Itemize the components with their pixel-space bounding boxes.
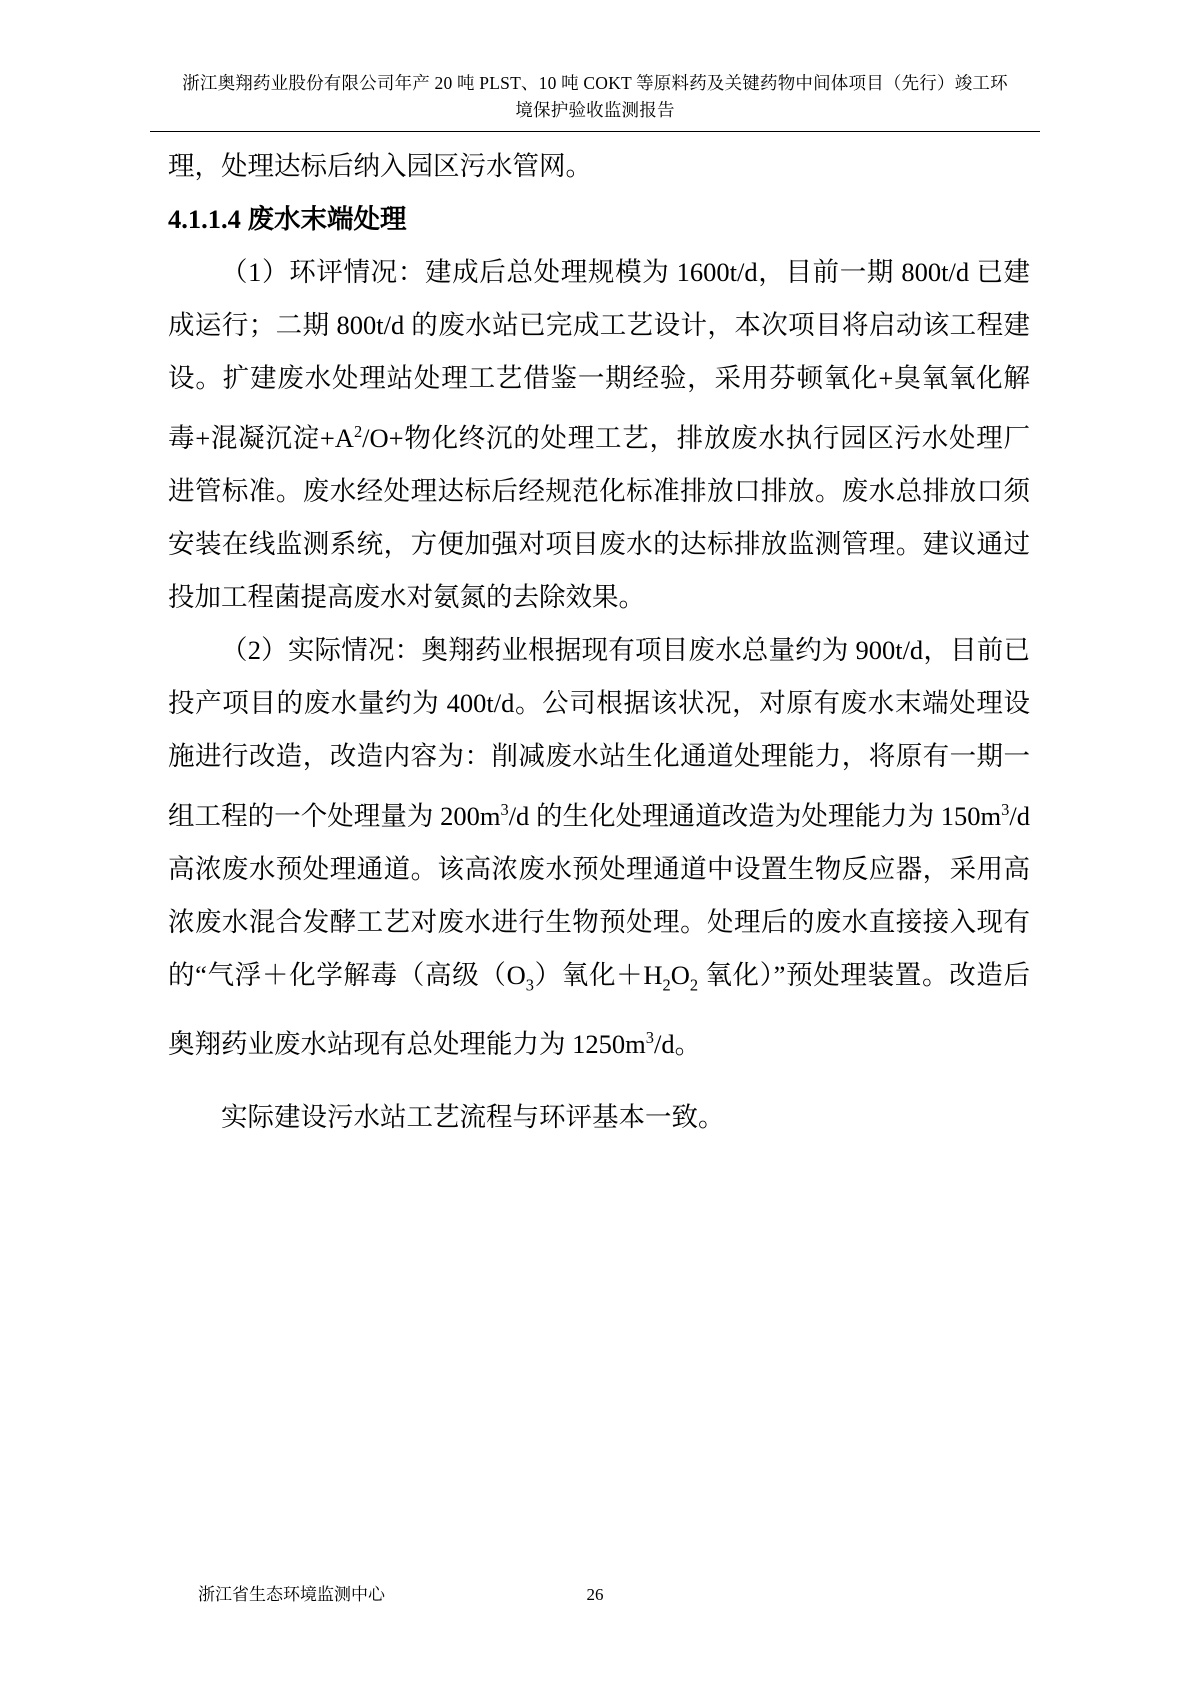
page-content: [168, 140, 1030, 1144]
paragraph-2-label: （2）实际情况：: [221, 634, 422, 665]
header-line-1: 浙江奥翔药业股份有限公司年产 20 吨 PLST、10 吨 COKT 等原料药及关键药物中间体项目（先行）竣工环: [182, 73, 1008, 93]
paragraph-1-label: （1）环评情况：: [221, 257, 425, 287]
header-line-2: 境保护验收监测报告: [515, 100, 675, 121]
paragraph-3: 实际建设污水站工艺流程与环评基本一致。: [221, 1101, 725, 1132]
header-divider: [150, 131, 1040, 132]
page-header: [150, 70, 1040, 124]
section-title: 废水末端处理: [247, 204, 407, 234]
paragraph-1: （1）环评情况：建成后总处理规模为 1600t/d，目前一期 800t/d 已建成运行；二期 800t/d 的废水站已完成工艺设计，本次项目将启动该工程建设。扩建废水处理站处理工艺借鉴一期经验，采用芬顿氧化+臭氧氧化解毒+混凝沉淀$+A^2/O+$物化终沉的处理工艺，排放废水执行园区污水处理厂进管标准。废水经处理达标后经规范化标准排放口排放。废水总排放口须安装在线监测系统，方便加强对项目废水的达标排放监测管理。建议通过投加工程菌提高废水对氨氮的去除效果。: [168, 257, 1031, 612]
continued-paragraph: 理，处理达标后纳入园区污水管网。: [168, 151, 592, 181]
footer-page-number: 26: [586, 1585, 604, 1604]
section-number: 4.1.1.4: [168, 204, 241, 234]
section-heading: [168, 193, 1030, 246]
footer-organization: 浙江省生态环境监测中心: [198, 1585, 385, 1604]
paragraph-2: （2）实际情况：奥翔药业根据现有项目废水总量约为 900t/d，目前已投产项目的废水量约为 400t/d。公司根据该状况，对原有废水末端处理设施进行改造，改造内容为：削减废水站生化通道处理能力，将原有一期一组工程的一个处理量为 $200m^3/d$ 的生化处理通道改造为处理能力为 $150m^3/d$ 高浓废水预处理通道。该高浓废水预处理通道中设置生物反应器，采用高浓废水混合发酵工艺对废水进行生物预处理。处理后的废水直接接入现有的“气浮＋化学解毒（高级$(O_3)$氧化$+H_2O_2$ 氧化）”预处理装置。改造后奥翔药业废水站现有总处理能力为 $1250m^3/d$。: [168, 634, 1030, 1059]
paragraph-spacer: [168, 1071, 1030, 1091]
